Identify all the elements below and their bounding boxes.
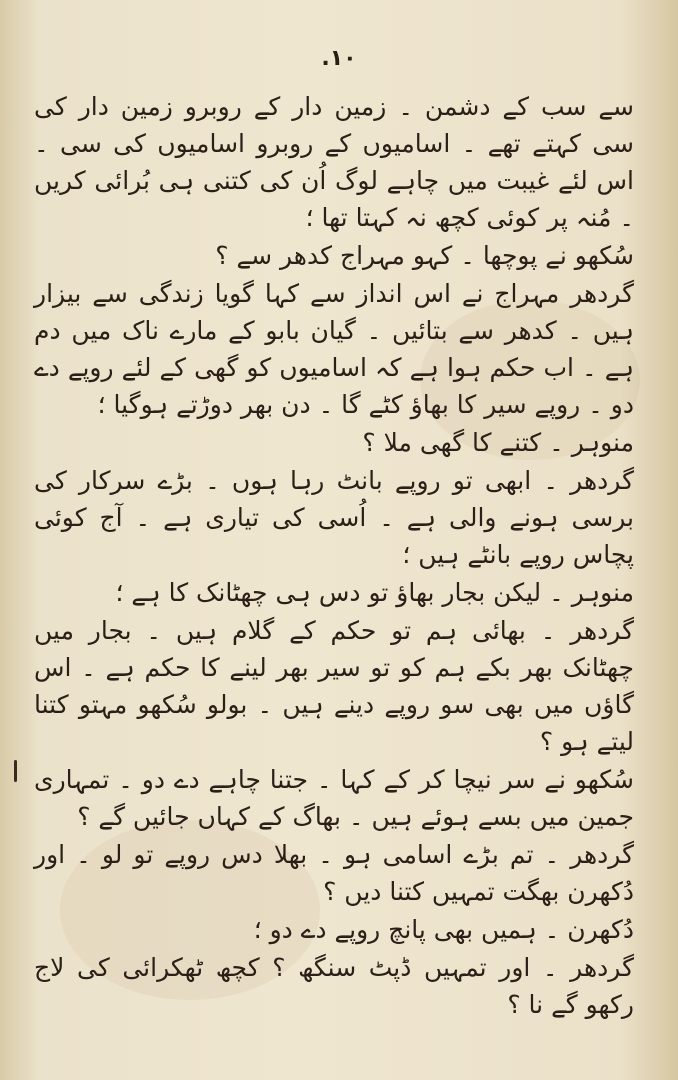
paragraph: گردھر ۔ ابھی تو روپے بانٹ رہا ہوں ۔ بڑے سرکار کی برسی ہونے والی ہے ۔ اُسی کی تیاری ہے ۔ آج کوئی پچاس روپے بانٹے ہیں ؛ <box>34 466 634 569</box>
paragraph: سے سب کے دشمن ۔ زمین دار کے روبرو زمین دار کی سی کہتے تھے ۔ اسامیوں کے روبرو اسامیوں کی سی ۔ اس لئے غیبت میں چاہے لوگ اُن کی کتنی ہی بُرائی کریں ۔ مُنہ پر کوئی کچھ نہ کہتا تھا ؛ <box>34 92 634 232</box>
paragraph: منوہر ۔ لیکن بجار بھاؤ تو دس ہی چھٹانک کا ہے ؛ <box>115 578 634 607</box>
paragraph: سُکھو نے پوچھا ۔ کہو مہراج کدھر سے ؟ <box>215 241 634 270</box>
page-number: .١٠ <box>321 46 357 71</box>
paragraph: گردھر ۔ اور تمہیں ڈپٹ سنگھ ؟ کچھ ٹھکرائی کی لاج رکھو گے نا ؟ <box>34 953 634 1019</box>
paragraph: گردھر ۔ تم بڑے اسامی ہو ۔ بھلا دس روپے تو لو ۔ اور دُکھرن بھگت تمہیں کتنا دیں ؟ <box>34 840 634 906</box>
paragraph: سُکھو نے سر نیچا کر کے کہا ۔ جتنا چاہے دے دو ۔ تمہاری جمین میں بسے ہوئے ہیں ۔ بھاگ کے کہاں جائیں گے ؟ <box>34 765 634 831</box>
page-text <box>34 88 634 1024</box>
paragraph: دُکھرن ۔ ہمیں بھی پانچ روپے دے دو ؛ <box>253 915 634 944</box>
margin-ink-mark <box>14 760 17 782</box>
paragraph: گردھر مہراج نے اس انداز سے کہا گویا زندگی سے بیزار ہیں ۔ کدھر سے بتائیں ۔ گیان بابو کے مارے ناک میں دم ہے ۔ اب حکم ہوا ہے کہ اسامیوں کو گھی کے لئے روپے دے دو ۔ روپے سیر کا بھاؤ کٹے گا ۔ دن بھر دوڑتے ہوگیا ؛ <box>34 279 634 419</box>
paragraph: گردھر ۔ بھائی ہم تو حکم کے گلام ہیں ۔ بجار میں چھٹانک بھر بکے ہم کو تو سیر بھر لینے کا حکم ہے ۔ اس گاؤں میں بھی سو روپے دینے ہیں ۔ بولو سُکھو مہتو کتنا لیتے ہو ؟ <box>34 616 634 756</box>
paragraph: منوہر ۔ کتنے کا گھی ملا ؟ <box>362 428 634 457</box>
